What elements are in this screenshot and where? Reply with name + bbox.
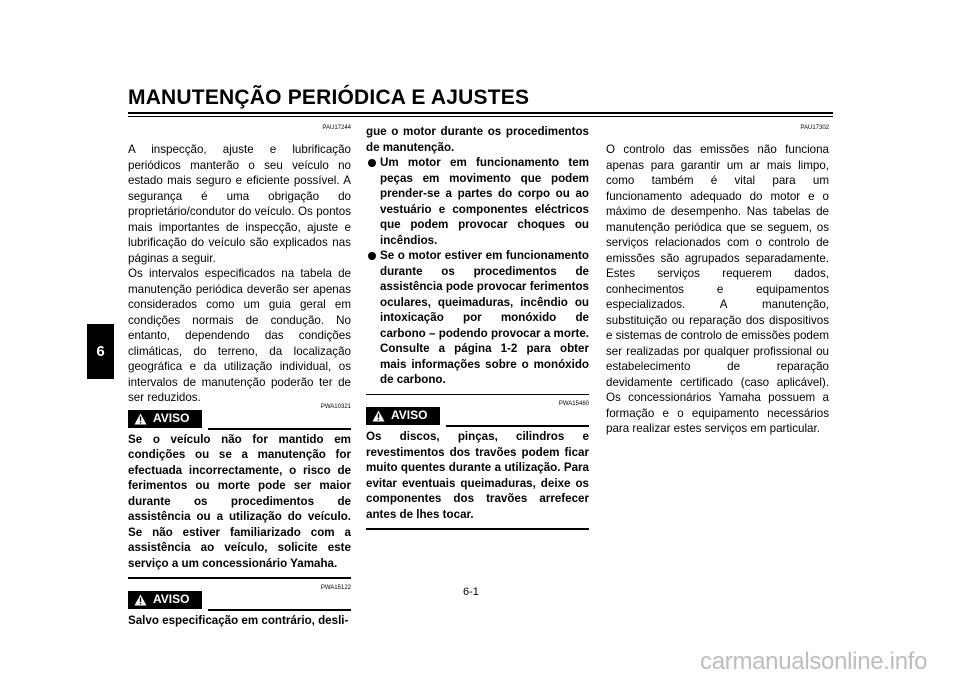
warning-badge (128, 410, 202, 428)
intervals-paragraph: Os intervalos especificados na tabela de manutenção periódica deverão ser apenas considerados como um guia geral em condições normais de condução. No entanto, dependendo das condições climáticas, do terreno, da localização geográfica e da utilização individual, os intervalos de manutenção poderão ter de ser reduzidos. (128, 267, 351, 404)
bullet-icon (368, 159, 376, 167)
warning-badge (128, 591, 202, 609)
warning-badge (366, 407, 440, 425)
warning-header (366, 401, 589, 429)
chapter-tab: 6 (87, 324, 114, 379)
column-1 (128, 124, 351, 628)
emissions-paragraph: O controlo das emissões não funciona apenas para garantir um ar mais limpo, como também é vital para um funcionamento adequado do motor e o máximo de desempenho. Nas tabelas de manutenção periódica que se seguem, os serviços relacionados com o controlo de emissões são agrupados separadamente. Estes serviços requerem dados, conhecimentos e equipamentos especializados. A manutenção, substituição ou reparação dos dispositivos e sistemas de controlo de emissões podem ser realizadas por qualquer profissional ou estabelecimento de reparação devidamente certificado (caso aplicável). Os concessionários Yamaha possuem a formação e o equipamento necessários para realizar estes serviços em particular. (606, 143, 829, 435)
title-rule-thin (128, 116, 833, 117)
warning-end-rule (366, 394, 589, 396)
warning-rule (208, 428, 351, 430)
section-code: PAU17244 (322, 125, 351, 131)
watermark: carmanualsonline.info (700, 648, 928, 675)
intro-paragraph: A inspecção, ajuste e lubrificação periódicos manterão o seu veículo no estado mais seguro e eficiente possível. A segurança é uma obrigação do proprietário/condutor do veículo. Os pontos mais importantes de inspecção, ajuste e lubrificação do veículo são explicados nas páginas a seguir. (128, 143, 351, 265)
warning-rule (446, 425, 589, 427)
list-item: Um motor em funcionamento tem peças em movimento que podem prender-se a partes do corpo ou ao vestuário e componentes eléctricos que podem provocar choques ou incêndios. (366, 155, 589, 248)
title-rule (128, 112, 833, 114)
warning-header (128, 403, 351, 432)
warning-end-rule (366, 528, 589, 530)
warning-text: Os discos, pinças, cilindros e revestimentos dos travões podem ficar muito quentes durante a utilização. Para evitar eventuais queimaduras, deixe os componentes dos travões arrefecer antes de lhes tocar. (366, 430, 589, 521)
warning-label: AVISO (391, 408, 428, 423)
warning-bullet-list (366, 155, 589, 388)
bullet-icon (368, 252, 376, 260)
list-item: Se o motor estiver em funcionamento durante os procedimentos de assistência pode provocar ferimentos oculares, queimaduras, incêndio ou intoxicação por monóxido de carbono – podendo provocar a morte. Consulte a página 1-2 para obter mais informações sobre o monóxido de carbono. (366, 248, 589, 388)
section-code: PAU17302 (800, 125, 829, 131)
warning-text: Salvo especificação em contrário, desli- (128, 613, 349, 627)
warning-code: PWA15122 (320, 584, 351, 591)
page-title: MANUTENÇÃO PERIÓDICA E AJUSTES (128, 86, 530, 109)
warning-code: PWA10321 (320, 403, 351, 410)
page-number: 6-1 (463, 586, 479, 598)
warning-header (128, 584, 351, 613)
warning-text: Se o veículo não for mantido em condições ou se a manutenção for efectuada incorrectamente, o risco de ferimentos ou morte pode ser maior durante os procedimentos de assistência ou a utilização do veículo. Se não estiver familiarizado com a assistência ao veículo, solicite este serviço a um concessionário Yamaha. (128, 432, 351, 570)
warning-continued-text: gue o motor durante os procedimentos de manutenção. (366, 125, 589, 154)
warning-triangle-icon (134, 594, 147, 606)
column-3 (606, 124, 829, 437)
warning-code: PWA15460 (558, 401, 589, 407)
warning-rule (208, 609, 351, 611)
warning-end-rule (128, 577, 351, 579)
warning-triangle-icon (372, 410, 385, 422)
column-2 (366, 124, 589, 542)
warning-label: AVISO (153, 410, 190, 425)
warning-label: AVISO (153, 591, 190, 606)
warning-triangle-icon (134, 413, 147, 425)
